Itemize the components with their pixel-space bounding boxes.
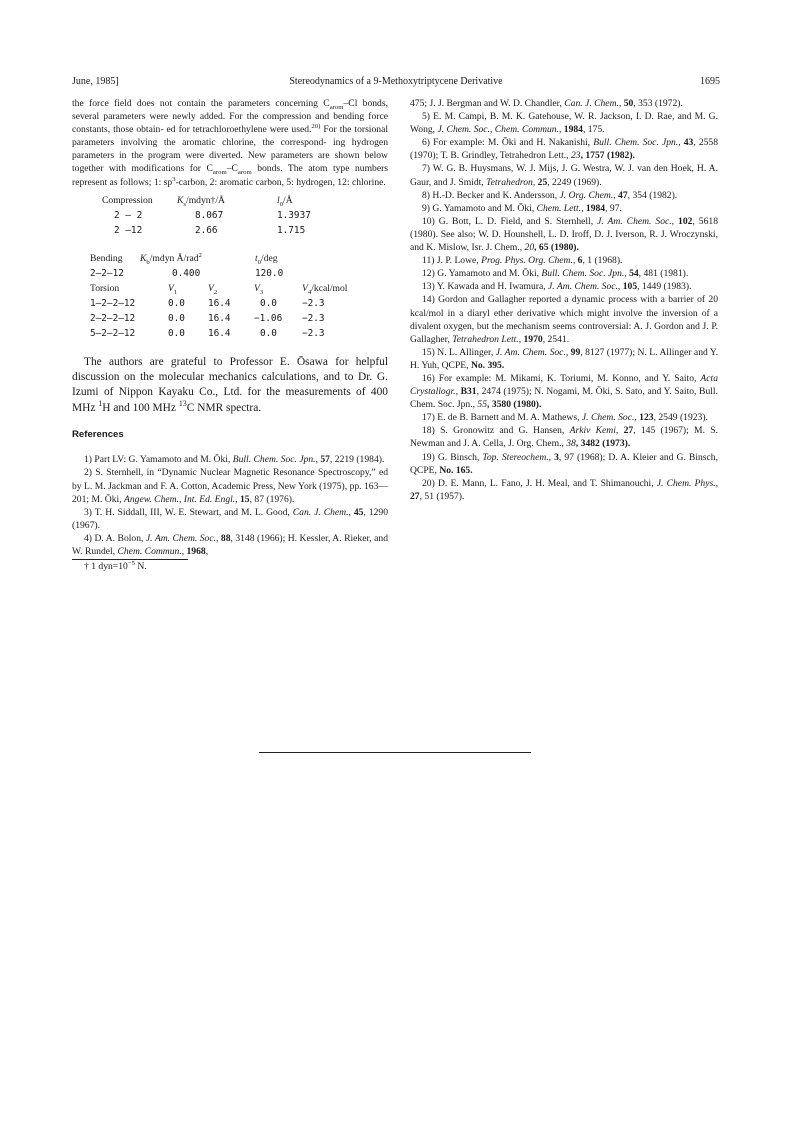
references-list-right xyxy=(410,97,718,503)
table-header: $K_s/mdyn\dagger/Å$ xyxy=(177,194,225,208)
table-row: 2—2—12 0.400 120.0 xyxy=(90,267,284,279)
torsion-table xyxy=(90,281,347,341)
reference-item: 8) H.-D. Becker and K. Andersson, J. Org. Chem., 47, 354 (1982). xyxy=(422,189,678,201)
running-header xyxy=(72,76,720,90)
bending-table xyxy=(90,251,283,281)
table-header: Compression xyxy=(102,194,153,206)
table-header: $V_2$ xyxy=(208,282,218,296)
table-row: 1—2—2—12 0.0 16.4 0.0 −2.3 xyxy=(90,297,325,309)
table-header: $V_3$ xyxy=(254,282,264,296)
table-header: $V_1$ xyxy=(168,282,178,296)
reference-item: 3) T. H. Siddall, III, W. E. Stewart, and M. L. Good, Can. J. Chem., 45, 1290 (1967). xyxy=(72,506,388,531)
header-date: June, 1985] xyxy=(72,76,119,87)
reference-item: 2) S. Sternhell, in “Dynamic Nuclear Magnetic Resonance Spectroscopy,” ed by L. M. Jackman and F. A. Cotton, Academic Press, New York (1975), pp. 163—201; M. Ōki, Angew. Chem., Int. Ed. Engl., 15, 87 (1976). xyxy=(72,467,389,505)
footnote: † 1 $dyn=10^{-5}$ N. xyxy=(84,559,147,573)
table-row: 2 — 2 8.067 1.3937 xyxy=(114,209,311,221)
right-column xyxy=(410,97,718,503)
compression-table xyxy=(102,193,311,238)
reference-item: 17) E. de B. Barnett and M. A. Mathews, J. Chem. Soc., 123, 2549 (1923). xyxy=(422,412,708,424)
reference-item: 10) G. Bott, L. D. Field, and S. Sternhell, J. Am. Chem. Soc., 102, 5618 (1980). See also; W. D. Hounshell, L. D. Iroff, D. J. Iverson, R. J. Wroczynski, and K. Mislow, Isr. J. Chem., 20, 65 (1980). xyxy=(410,215,718,254)
reference-item: 1) Part LV: G. Yamamoto and M. Ōki, Bull. Chem. Soc. Jpn., 57, 2219 (1984). xyxy=(84,454,385,466)
table-header: $t_0$/deg xyxy=(255,252,278,266)
header-title: Stereodynamics of a 9-Methoxytriptycene Derivative xyxy=(289,76,503,87)
reference-item: 16) For example: M. Mikami, K. Toriumi, M. Konno, and Y. Saito, Acta Crystallogr., B31, 2474 (1975); N. Nogami, M. Ōki, S. Sato, and Y. Saito, Bull. Chem. Soc. Jpn., 55, 3580 (1980). xyxy=(410,372,718,411)
reference-item: 7) W. G. B. Huysmans, W. J. Mijs, J. G. Westra, W. J. van den Hoek, H. A. Gaur, and J. Smidt, Tetrahedron, 25, 2249 (1969). xyxy=(410,163,718,188)
reference-item: 475; J. J. Bergman and W. D. Chandler, Can. J. Chem., 50, 353 (1972). xyxy=(410,98,683,109)
acknowledgement-paragraph: The authors are grateful to Professor E. Ōsawa for helpful discussion on the molecular mechanics calculations, and to Dr. G. Izumi of Nippon Kayaku Co., Ltd. for the measurements of 400 MHz $^1$H and 100 MHz $^{13}$C NMR spectra. xyxy=(72,355,388,414)
page-end-rule xyxy=(259,752,531,753)
reference-item: 20) D. E. Mann, L. Fano, J. H. Meal, and T. Shimanouchi, J. Chem. Phys., 27, 51 (1957). xyxy=(410,477,719,502)
reference-item: 19) G. Binsch, Top. Stereochem., 3, 97 (1968); D. A. Kleier and G. Binsch, QCPE, No. 165. xyxy=(410,451,718,476)
table-row: 2—2—2—12 0.0 16.4 −1.06 −2.3 xyxy=(90,312,325,324)
reference-item: 9) G. Yamamoto and M. Ōki, Chem. Lett., 1984, 97. xyxy=(422,202,622,214)
table-row: 5—2—2—12 0.0 16.4 0.0 −2.3 xyxy=(90,327,325,339)
table-header: $V_4/kcal$/mol xyxy=(302,282,348,296)
references-list-left xyxy=(72,453,388,558)
reference-item: 4) D. A. Bolon, J. Am. Chem. Soc., 88, 3148 (1966); H. Kessler, A. Rieker, and W. Rundel, Chem. Commun., 1968, xyxy=(72,532,388,558)
reference-item: 11) J. P. Lowe, Prog. Phys. Org. Chem., 6, 1 (1968). xyxy=(422,255,623,267)
reference-item: 18) S. Gronowitz and G. Hansen, Arkiv Kemi, 27, 145 (1967); M. S. Newman and J. A. Cella, J. Org. Chem., 38, 3482 (1973). xyxy=(410,425,718,450)
table-row: 2 —12 2.66 1.715 xyxy=(114,224,306,236)
left-column xyxy=(72,97,388,573)
force-field-paragraph: the force field does not contain the parameters concerning $C_{arom}-Cl$ bonds, several parameters were newly added. For the compression and bending force constants, those obtain- ed for tetrachloroethylene were used.$^{20)}$ For the torsional parameters involving the aromatic chlorine, the correspond- ing hydrogen parameters in the program were diverted. New parameters are shown below together with modifications for $C_{arom}-C_{arom}$ bonds. The atom type numbers represent as follows; 1: $sp^3$-carbon, 2: aromatic carbon, 5: hydrogen, 12: chlorine. xyxy=(72,98,389,188)
table-header: $K_b$/mdyn Å/rad$^2$ xyxy=(140,251,202,266)
references-heading: References xyxy=(72,429,124,441)
table-header: $l_0/Å$ xyxy=(277,194,293,208)
reference-item: 13) Y. Kawada and H. Iwamura, J. Am. Chem. Soc., 105, 1449 (1983). xyxy=(422,281,692,293)
reference-item: 6) For example: M. Ōki and H. Nakanishi, Bull. Chem. Soc. Jpn., 43, 2558 (1970); T. B. Grindley, Tetrahedron Lett., 23, 1757 (1982). xyxy=(410,137,719,162)
table-header: Bending xyxy=(90,252,123,264)
table-header: Torsion xyxy=(90,282,120,294)
reference-item: 15) N. L. Allinger, J. Am. Chem. Soc., 99, 8127 (1977); N. L. Allinger and Y. H. Yuh, QCPE, No. 395. xyxy=(410,346,718,371)
reference-item: 14) Gordon and Gallagher reported a dynamic process with a barrier of 20 kcal/mol in a diaryl ether derivative which might involve the inversion of a divalent oxygen, but the mechanism seems controversial: A. J. Gordon and J. P. Gallagher, Tetrahedron Lett., 1970, 2541. xyxy=(410,294,718,345)
header-page-number: 1695 xyxy=(700,76,720,87)
reference-item: 12) G. Yamamoto and M. Ōki, Bull. Chem. Soc. Jpn., 54, 481 (1981). xyxy=(422,268,689,280)
reference-item: 5) E. M. Campi, B. M. K. Gatehouse, W. R. Jackson, I. D. Rae, and M. G. Wong, J. Chem. Soc., Chem. Commun., 1984, 175. xyxy=(410,111,718,136)
